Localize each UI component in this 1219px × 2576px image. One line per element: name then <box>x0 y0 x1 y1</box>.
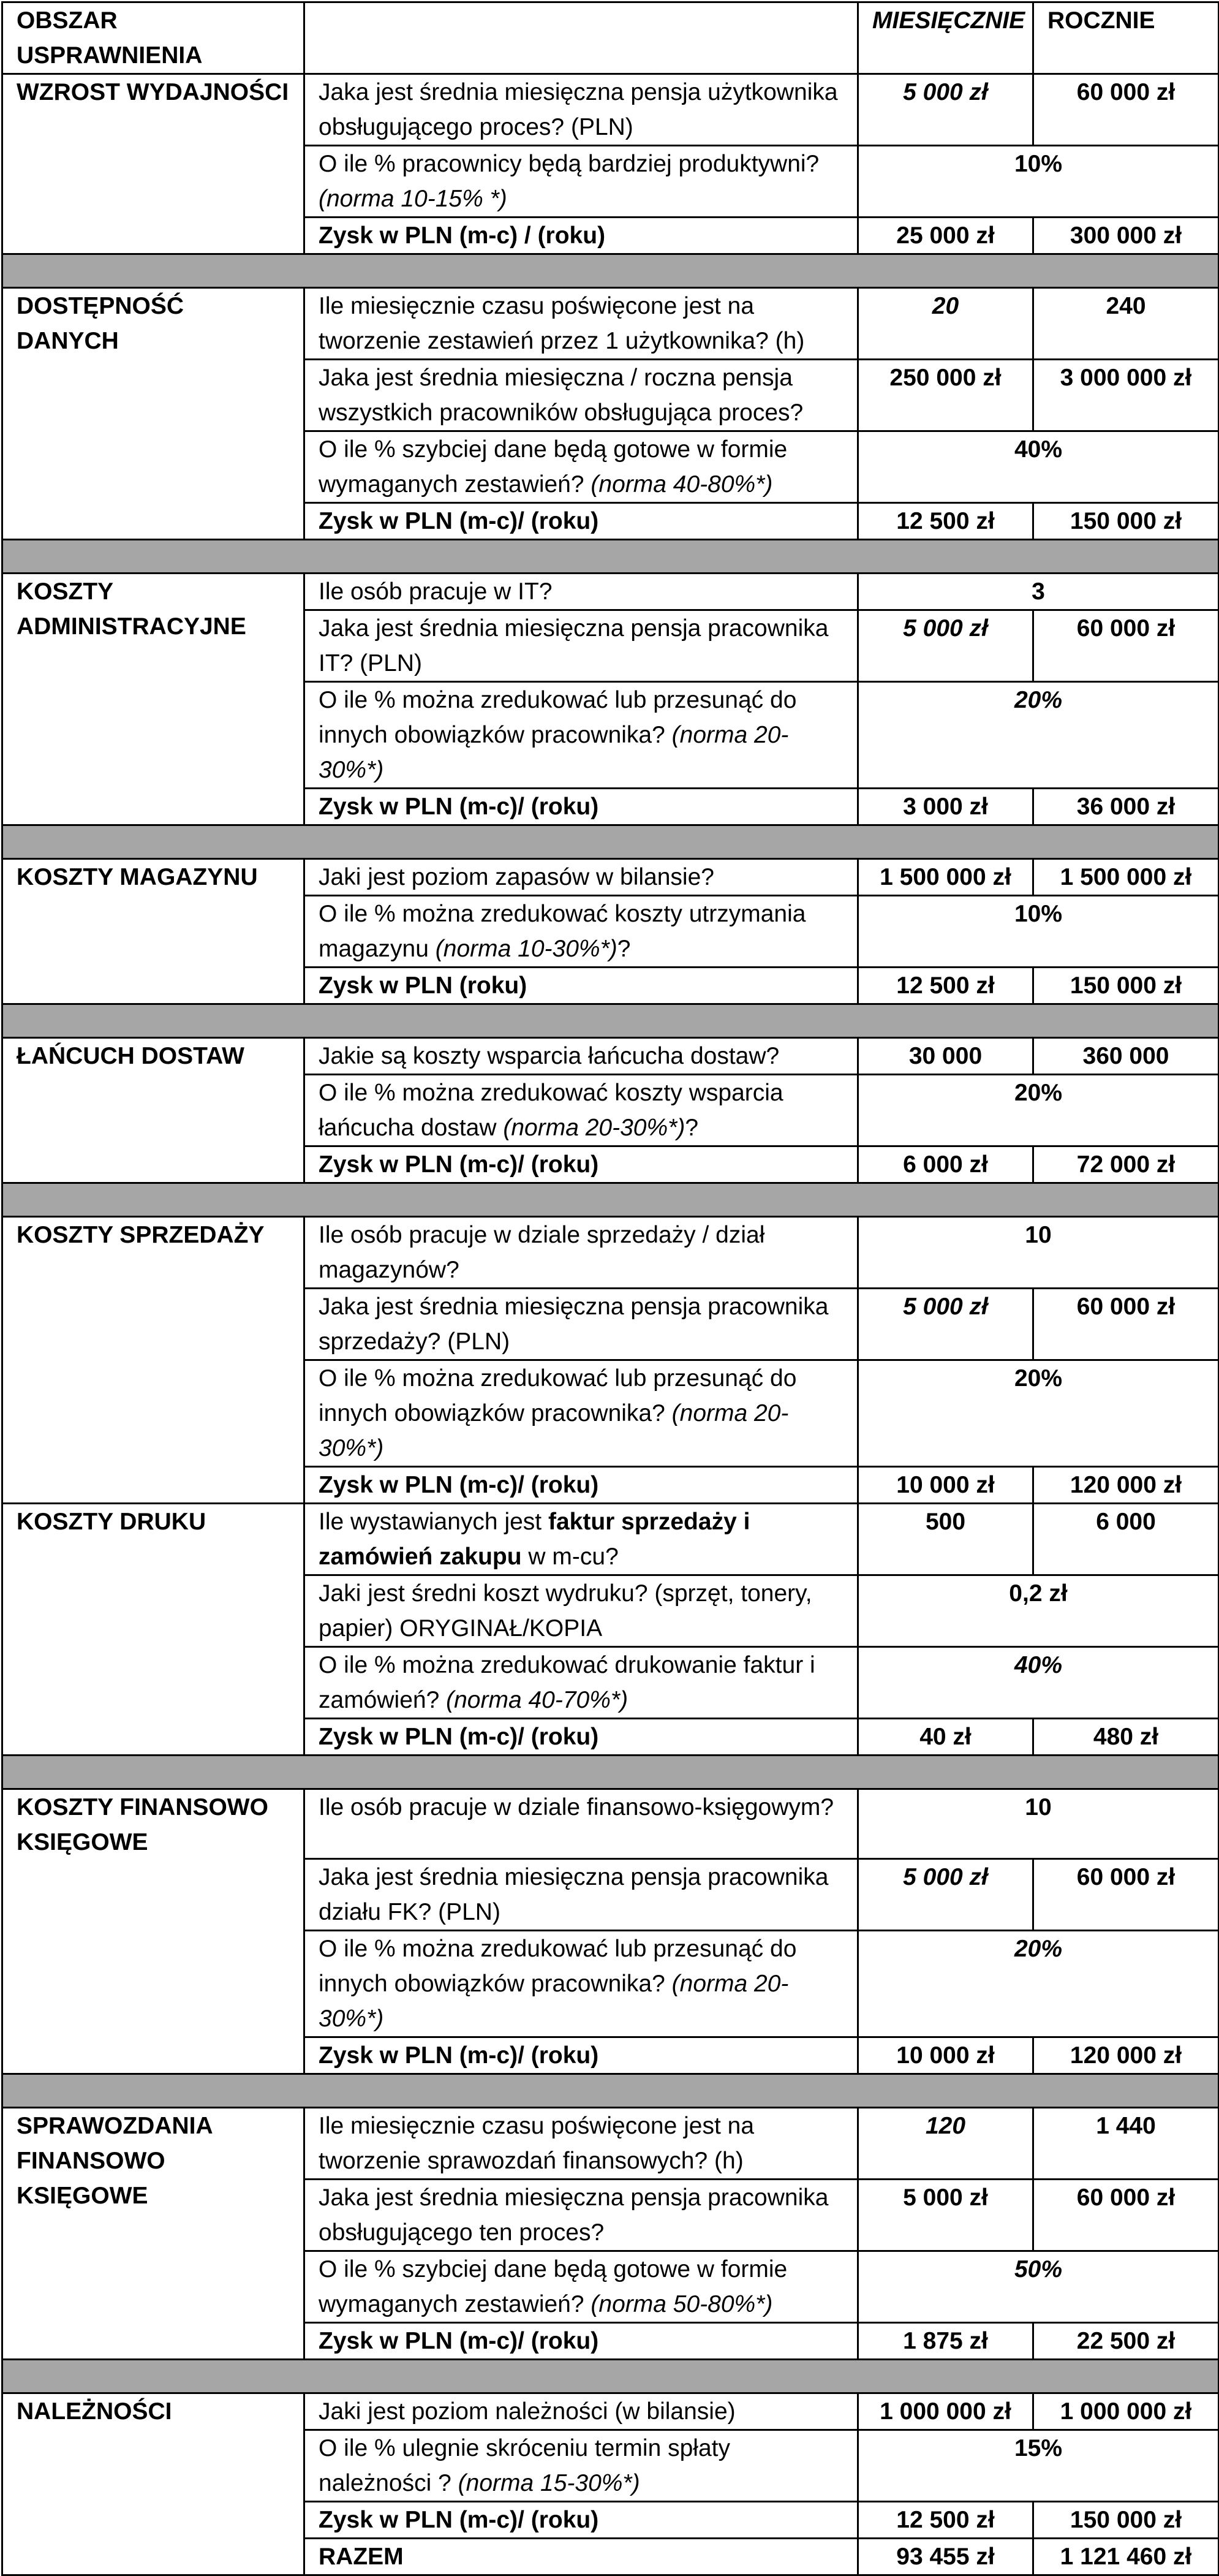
question <box>304 1360 858 1467</box>
question-text: O ile % pracownicy będą bardziej produktywni? <box>319 151 820 177</box>
question-text: O ile % można zredukować lub przesunąć do innych obowiązków pracownika? <box>319 1936 797 1997</box>
value-yearly: 60 000 zł <box>1033 2180 1219 2251</box>
section-separator <box>2 1004 1219 1038</box>
value-monthly: 120 <box>858 2108 1033 2180</box>
question <box>304 896 858 968</box>
zysk-label: Zysk w PLN (m-c) / (roku) <box>304 218 858 254</box>
section-separator <box>2 1183 1219 1217</box>
value-percent: 15% <box>858 2430 1219 2502</box>
zysk-label: Zysk w PLN (m-c)/ (roku) <box>304 2502 858 2539</box>
norm-text: (norma 20-30%*) <box>319 722 789 783</box>
zysk-monthly: 6 000 zł <box>858 1146 1033 1183</box>
question: Jaka jest średnia miesięczna pensja pracownika sprzedaży? (PLN) <box>304 1289 858 1360</box>
value-percent: 20% <box>858 1931 1219 2037</box>
norm-text: (norma 10-15% *) <box>319 186 507 212</box>
zysk-yearly: 150 000 zł <box>1033 968 1219 1004</box>
zysk-monthly: 10 000 zł <box>858 2037 1033 2074</box>
zysk-yearly: 300 000 zł <box>1033 218 1219 254</box>
area-label: WZROST WYDAJNOŚCI <box>2 74 304 254</box>
question <box>304 431 858 503</box>
area-label: KOSZTY SPRZEDAŻY <box>2 1217 304 1504</box>
zysk-label: Zysk w PLN (m-c)/ (roku) <box>304 1467 858 1504</box>
header-question <box>304 2 858 74</box>
norm-text: (norma 50-80%*) <box>591 2291 773 2317</box>
total-label: RAZEM <box>304 2539 858 2575</box>
norm-text: (norma 15-30%*) <box>458 2470 640 2496</box>
value-monthly: 5 000 zł <box>858 1859 1033 1931</box>
value-yearly: 1 000 000 zł <box>1033 2393 1219 2430</box>
section-separator <box>2 2360 1219 2393</box>
zysk-monthly: 25 000 zł <box>858 218 1033 254</box>
norm-text: (norma 20-30%*) <box>319 1400 789 1461</box>
value-monthly: 1 500 000 zł <box>858 859 1033 896</box>
question <box>304 1075 858 1146</box>
norm-text: (norma 10-30%*) <box>435 936 617 962</box>
question <box>304 2251 858 2323</box>
value-cost: 0,2 zł <box>858 1575 1219 1647</box>
zysk-yearly: 36 000 zł <box>1033 789 1219 825</box>
question <box>304 146 858 218</box>
value-yearly: 3 000 000 zł <box>1033 360 1219 431</box>
question-tail: ? <box>685 1115 699 1141</box>
value-percent: 10% <box>858 896 1219 968</box>
area-label: DOSTĘPNOŚĆ DANYCH <box>2 288 304 540</box>
zysk-yearly: 150 000 zł <box>1033 503 1219 540</box>
zysk-label: Zysk w PLN (m-c)/ (roku) <box>304 1146 858 1183</box>
zysk-yearly: 22 500 zł <box>1033 2323 1219 2360</box>
zysk-monthly: 1 875 zł <box>858 2323 1033 2360</box>
question: Jaka jest średnia miesięczna / roczna pensja wszystkich pracowników obsługująca proces? <box>304 360 858 431</box>
question-text: O ile % można zredukować koszty utrzymania magazynu <box>319 901 806 962</box>
zysk-label: Zysk w PLN (m-c)/ (roku) <box>304 789 858 825</box>
area-label: KOSZTY DRUKU <box>2 1504 304 1756</box>
value-count: 10 <box>858 1217 1219 1289</box>
value-monthly: 20 <box>858 288 1033 360</box>
question <box>304 682 858 789</box>
norm-text: (norma 40-80%*) <box>591 471 773 498</box>
question-tail: ? <box>617 936 631 962</box>
question <box>304 2430 858 2502</box>
value-percent: 20% <box>858 1075 1219 1146</box>
value-monthly: 500 <box>858 1504 1033 1575</box>
question: Jaka jest średnia miesięczna pensja pracownika obsługującego ten proces? <box>304 2180 858 2251</box>
header-monthly: MIESIĘCZNIE <box>858 2 1033 74</box>
value-monthly: 5 000 zł <box>858 74 1033 146</box>
zysk-monthly: 12 500 zł <box>858 2502 1033 2539</box>
norm-text: (norma 20-30%*) <box>503 1115 685 1141</box>
total-monthly: 93 455 zł <box>858 2539 1033 2575</box>
roi-table <box>1 1 1219 2576</box>
zysk-monthly: 3 000 zł <box>858 789 1033 825</box>
question: Jaki jest poziom należności (w bilansie) <box>304 2393 858 2430</box>
question-text: O ile % można zredukować koszty wsparcia łańcucha dostaw <box>319 1080 783 1141</box>
zysk-yearly: 150 000 zł <box>1033 2502 1219 2539</box>
question: Jakie są koszty wsparcia łańcucha dostaw? <box>304 1038 858 1075</box>
value-yearly: 60 000 zł <box>1033 610 1219 682</box>
value-yearly: 60 000 zł <box>1033 74 1219 146</box>
area-label: ŁAŃCUCH DOSTAW <box>2 1038 304 1183</box>
question: Ile osób pracuje w dziale finansowo-księgowym? <box>304 1789 858 1859</box>
question: Jaki jest poziom zapasów w bilansie? <box>304 859 858 896</box>
zysk-label: Zysk w PLN (m-c)/ (roku) <box>304 2037 858 2074</box>
question: Ile miesięcznie czasu poświęcone jest na tworzenie zestawień przez 1 użytkownika? (h) <box>304 288 858 360</box>
value-percent: 20% <box>858 1360 1219 1467</box>
zysk-yearly: 72 000 zł <box>1033 1146 1219 1183</box>
value-yearly: 6 000 <box>1033 1504 1219 1575</box>
question-text: Ile wystawianych jest <box>319 1509 548 1535</box>
value-yearly: 60 000 zł <box>1033 1289 1219 1360</box>
zysk-monthly: 12 500 zł <box>858 503 1033 540</box>
question: Jaka jest średnia miesięczna pensja użytkownika obsługującego proces? (PLN) <box>304 74 858 146</box>
question-text: O ile % można zredukować lub przesunąć do innych obowiązków pracownika? <box>319 687 797 748</box>
zysk-yearly: 120 000 zł <box>1033 1467 1219 1504</box>
header-row <box>2 2 1219 74</box>
section-separator <box>2 2074 1219 2108</box>
value-monthly: 30 000 <box>858 1038 1033 1075</box>
section-separator <box>2 825 1219 859</box>
area-label: NALEŻNOŚCI <box>2 2393 304 2575</box>
area-label: KOSZTY ADMINISTRACYJNE <box>2 574 304 825</box>
zysk-yearly: 480 zł <box>1033 1719 1219 1756</box>
header-area: OBSZAR USPRAWNIENIA <box>2 2 304 74</box>
question-text: O ile % ulegnie skróceniu termin spłaty należności ? <box>319 2435 730 2496</box>
value-yearly: 360 000 <box>1033 1038 1219 1075</box>
zysk-monthly: 40 zł <box>858 1719 1033 1756</box>
zysk-label: Zysk w PLN (m-c)/ (roku) <box>304 1719 858 1756</box>
zysk-monthly: 10 000 zł <box>858 1467 1033 1504</box>
question <box>304 1931 858 2037</box>
total-yearly: 1 121 460 zł <box>1033 2539 1219 2575</box>
norm-text: (norma 40-70%*) <box>446 1687 628 1713</box>
value-count: 10 <box>858 1789 1219 1859</box>
value-percent: 10% <box>858 146 1219 218</box>
question-tail: w m-cu? <box>521 1544 619 1570</box>
value-monthly: 250 000 zł <box>858 360 1033 431</box>
value-yearly: 240 <box>1033 288 1219 360</box>
value-percent: 50% <box>858 2251 1219 2323</box>
value-monthly: 5 000 zł <box>858 2180 1033 2251</box>
zysk-monthly: 12 500 zł <box>858 968 1033 1004</box>
value-count: 3 <box>858 574 1219 610</box>
norm-text: (norma 20-30%*) <box>319 1971 789 2032</box>
value-percent: 40% <box>858 1647 1219 1719</box>
area-label: SPRAWOZDANIA FINANSOWO KSIĘGOWE <box>2 2108 304 2360</box>
question: Jaki jest średni koszt wydruku? (sprzęt, tonery, papier) ORYGINAŁ/KOPIA <box>304 1575 858 1647</box>
value-yearly: 1 440 <box>1033 2108 1219 2180</box>
section-separator <box>2 254 1219 288</box>
section-separator <box>2 540 1219 574</box>
question: Ile miesięcznie czasu poświęcone jest na tworzenie sprawozdań finansowych? (h) <box>304 2108 858 2180</box>
question: Ile osób pracuje w dziale sprzedaży / dział magazynów? <box>304 1217 858 1289</box>
value-yearly: 1 500 000 zł <box>1033 859 1219 896</box>
section-separator <box>2 1756 1219 1789</box>
area-label: KOSZTY MAGAZYNU <box>2 859 304 1004</box>
question: Jaka jest średnia miesięczna pensja pracownika IT? (PLN) <box>304 610 858 682</box>
question-text: O ile % można zredukować lub przesunąć do innych obowiązków pracownika? <box>319 1365 797 1426</box>
value-monthly: 1 000 000 zł <box>858 2393 1033 2430</box>
value-monthly: 5 000 zł <box>858 610 1033 682</box>
zysk-label: Zysk w PLN (m-c)/ (roku) <box>304 503 858 540</box>
zysk-label: Zysk w PLN (m-c)/ (roku) <box>304 2323 858 2360</box>
value-percent: 40% <box>858 431 1219 503</box>
question-text: O ile % szybciej dane będą gotowe w formie wymaganych zestawień? <box>319 2256 788 2317</box>
zysk-yearly: 120 000 zł <box>1033 2037 1219 2074</box>
question: Jaka jest średnia miesięczna pensja pracownika działu FK? (PLN) <box>304 1859 858 1931</box>
header-yearly: ROCZNIE <box>1033 2 1219 74</box>
value-yearly: 60 000 zł <box>1033 1859 1219 1931</box>
zysk-label: Zysk w PLN (roku) <box>304 968 858 1004</box>
question-text: O ile % szybciej dane będą gotowe w formie wymaganych zestawień? <box>319 436 788 498</box>
value-percent: 20% <box>858 682 1219 789</box>
area-label: KOSZTY FINANSOWO KSIĘGOWE <box>2 1789 304 2074</box>
question: Ile osób pracuje w IT? <box>304 574 858 610</box>
question-text: O ile % można zredukować drukowanie faktur i zamówień? <box>319 1652 815 1713</box>
question-bold: faktur sprzedaży i zamówień zakupu <box>319 1509 750 1570</box>
question <box>304 1504 858 1575</box>
value-monthly: 5 000 zł <box>858 1289 1033 1360</box>
question <box>304 1647 858 1719</box>
